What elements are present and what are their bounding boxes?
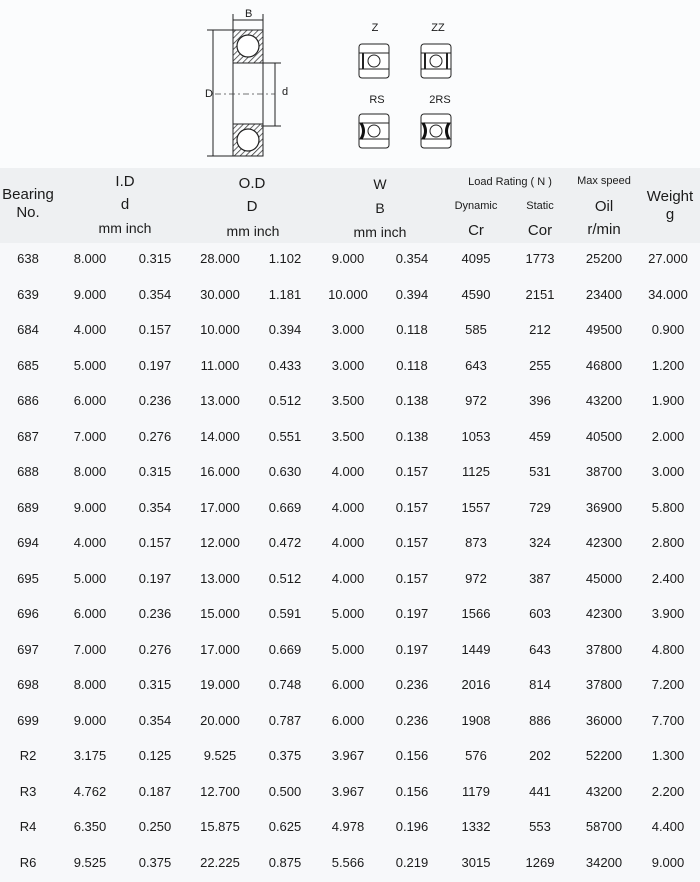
header-weight-title: Weight (640, 188, 700, 206)
cell-bearing-no: 697 (0, 642, 58, 657)
cell-id-inch: 0.197 (125, 358, 185, 373)
cell-od-mm: 15.875 (190, 819, 250, 834)
cell-w-mm: 9.000 (318, 251, 378, 266)
cell-od-mm: 28.000 (190, 251, 250, 266)
cell-w-inch: 0.156 (382, 784, 442, 799)
width-label: B (245, 8, 252, 20)
cell-static-cor: 459 (510, 429, 570, 444)
shield-zz-icon (420, 43, 452, 79)
cell-id-inch: 0.354 (125, 713, 185, 728)
cell-w-inch: 0.157 (382, 571, 442, 586)
cell-weight: 3.000 (638, 464, 698, 479)
cell-dynamic-cr: 972 (446, 393, 506, 408)
cell-max-speed: 42300 (574, 606, 634, 621)
cell-static-cor: 531 (510, 464, 570, 479)
cell-od-inch: 0.433 (255, 358, 315, 373)
cell-max-speed: 52200 (574, 748, 634, 763)
table-row (0, 421, 700, 457)
cell-max-speed: 49500 (574, 322, 634, 337)
cell-weight: 1.300 (638, 748, 698, 763)
cell-max-speed: 43200 (574, 784, 634, 799)
cell-w-inch: 0.156 (382, 748, 442, 763)
cell-id-mm: 9.000 (60, 713, 120, 728)
header-static-symbol: Cor (510, 222, 570, 240)
cell-id-mm: 4.000 (60, 535, 120, 550)
cell-static-cor: 553 (510, 819, 570, 834)
cell-od-inch: 0.875 (255, 855, 315, 870)
cell-od-inch: 0.551 (255, 429, 315, 444)
shield-type-z-label: Z (355, 22, 395, 34)
cell-weight: 3.900 (638, 606, 698, 621)
cell-w-inch: 0.219 (382, 855, 442, 870)
cell-dynamic-cr: 1908 (446, 713, 506, 728)
cell-id-inch: 0.125 (125, 748, 185, 763)
cell-w-inch: 0.157 (382, 535, 442, 550)
seal-2rs-icon (420, 113, 452, 149)
cell-w-inch: 0.138 (382, 393, 442, 408)
cell-od-mm: 11.000 (190, 358, 250, 373)
table-row (0, 811, 700, 847)
table-row (0, 563, 700, 599)
cell-w-mm: 3.967 (318, 784, 378, 799)
cell-w-mm: 3.500 (318, 429, 378, 444)
cell-w-inch: 0.354 (382, 251, 442, 266)
table-row (0, 385, 700, 421)
cell-bearing-no: R6 (0, 855, 58, 870)
cell-dynamic-cr: 1332 (446, 819, 506, 834)
cell-static-cor: 643 (510, 642, 570, 657)
bearing-table (0, 243, 700, 882)
header-max-speed-oil: Oil (574, 198, 634, 216)
cell-dynamic-cr: 643 (446, 358, 506, 373)
cell-bearing-no: 694 (0, 535, 58, 550)
cell-od-inch: 0.591 (255, 606, 315, 621)
cell-od-mm: 17.000 (190, 500, 250, 515)
cell-id-inch: 0.354 (125, 287, 185, 302)
cell-id-inch: 0.375 (125, 855, 185, 870)
cell-od-inch: 0.748 (255, 677, 315, 692)
cell-dynamic-cr: 1449 (446, 642, 506, 657)
cell-od-mm: 10.000 (190, 322, 250, 337)
cell-bearing-no: R3 (0, 784, 58, 799)
cell-static-cor: 729 (510, 500, 570, 515)
cell-dynamic-cr: 1566 (446, 606, 506, 621)
cell-max-speed: 37800 (574, 677, 634, 692)
cell-od-mm: 14.000 (190, 429, 250, 444)
cell-w-mm: 5.566 (318, 855, 378, 870)
cell-id-inch: 0.315 (125, 677, 185, 692)
cell-od-inch: 0.669 (255, 642, 315, 657)
cell-static-cor: 396 (510, 393, 570, 408)
cell-weight: 4.400 (638, 819, 698, 834)
cell-od-mm: 9.525 (190, 748, 250, 763)
cell-id-mm: 4.000 (60, 322, 120, 337)
cell-max-speed: 34200 (574, 855, 634, 870)
header-dynamic-label: Dynamic (446, 200, 506, 213)
cell-dynamic-cr: 3015 (446, 855, 506, 870)
cell-static-cor: 1269 (510, 855, 570, 870)
cell-od-mm: 12.700 (190, 784, 250, 799)
cell-id-inch: 0.315 (125, 251, 185, 266)
cell-id-inch: 0.354 (125, 500, 185, 515)
cell-od-inch: 0.500 (255, 784, 315, 799)
header-od-symbol: D (222, 198, 282, 216)
cell-od-mm: 22.225 (190, 855, 250, 870)
cell-weight: 2.800 (638, 535, 698, 550)
header-w-title: W (350, 176, 410, 193)
header-id-title: I.D (95, 173, 155, 191)
cell-static-cor: 202 (510, 748, 570, 763)
cell-od-inch: 0.394 (255, 322, 315, 337)
cell-static-cor: 441 (510, 784, 570, 799)
cell-w-mm: 6.000 (318, 713, 378, 728)
cell-od-inch: 1.181 (255, 287, 315, 302)
header-dynamic-symbol: Cr (446, 222, 506, 240)
header-weight-unit: g (640, 206, 700, 224)
table-row (0, 705, 700, 741)
cell-weight: 2.200 (638, 784, 698, 799)
cell-weight: 5.800 (638, 500, 698, 515)
cell-w-mm: 5.000 (318, 642, 378, 657)
cell-id-inch: 0.276 (125, 429, 185, 444)
cell-bearing-no: 687 (0, 429, 58, 444)
cell-weight: 27.000 (638, 251, 698, 266)
cell-id-inch: 0.187 (125, 784, 185, 799)
cell-od-inch: 0.669 (255, 500, 315, 515)
cell-od-inch: 0.512 (255, 393, 315, 408)
cell-weight: 34.000 (638, 287, 698, 302)
cell-id-inch: 0.236 (125, 393, 185, 408)
cell-weight: 7.700 (638, 713, 698, 728)
cell-w-inch: 0.196 (382, 819, 442, 834)
cell-dynamic-cr: 4095 (446, 251, 506, 266)
table-row (0, 456, 700, 492)
cell-od-mm: 15.000 (190, 606, 250, 621)
cell-w-mm: 5.000 (318, 606, 378, 621)
cell-bearing-no: 686 (0, 393, 58, 408)
cell-weight: 0.900 (638, 322, 698, 337)
cell-max-speed: 42300 (574, 535, 634, 550)
cell-bearing-no: 638 (0, 251, 58, 266)
cell-bearing-no: 689 (0, 500, 58, 515)
header-od-units: mm inch (208, 223, 298, 240)
cell-w-inch: 0.157 (382, 464, 442, 479)
cell-static-cor: 814 (510, 677, 570, 692)
cell-static-cor: 886 (510, 713, 570, 728)
cell-weight: 4.800 (638, 642, 698, 657)
cell-od-mm: 20.000 (190, 713, 250, 728)
cell-id-mm: 8.000 (60, 251, 120, 266)
cell-bearing-no: 684 (0, 322, 58, 337)
cell-static-cor: 2151 (510, 287, 570, 302)
cell-bearing-no: 688 (0, 464, 58, 479)
table-row (0, 669, 700, 705)
header-max-speed-title: Max speed (568, 175, 640, 188)
cell-w-mm: 10.000 (318, 287, 378, 302)
cell-max-speed: 58700 (574, 819, 634, 834)
cell-od-mm: 16.000 (190, 464, 250, 479)
cell-id-mm: 5.000 (60, 358, 120, 373)
cell-max-speed: 36900 (574, 500, 634, 515)
cell-static-cor: 603 (510, 606, 570, 621)
cell-id-mm: 6.000 (60, 606, 120, 621)
bearing-diagram (0, 0, 700, 168)
cell-id-mm: 8.000 (60, 677, 120, 692)
cell-od-inch: 0.630 (255, 464, 315, 479)
cell-id-inch: 0.157 (125, 535, 185, 550)
table-row (0, 776, 700, 812)
cell-od-mm: 13.000 (190, 571, 250, 586)
cell-id-mm: 9.000 (60, 500, 120, 515)
cell-dynamic-cr: 1053 (446, 429, 506, 444)
cell-dynamic-cr: 1125 (446, 464, 506, 479)
shield-type-2rs-label: 2RS (420, 94, 460, 106)
table-row (0, 350, 700, 386)
cell-id-mm: 3.175 (60, 748, 120, 763)
cell-w-mm: 4.000 (318, 535, 378, 550)
cell-od-mm: 19.000 (190, 677, 250, 692)
cell-id-inch: 0.197 (125, 571, 185, 586)
cell-id-inch: 0.157 (125, 322, 185, 337)
header-bearing-no: Bearing No. (0, 186, 56, 222)
cell-weight: 2.000 (638, 429, 698, 444)
cell-max-speed: 37800 (574, 642, 634, 657)
cell-od-mm: 17.000 (190, 642, 250, 657)
shield-z-icon (358, 43, 390, 79)
cell-w-mm: 4.000 (318, 464, 378, 479)
cell-max-speed: 45000 (574, 571, 634, 586)
cell-bearing-no: 698 (0, 677, 58, 692)
cell-weight: 7.200 (638, 677, 698, 692)
header-id-symbol: d (95, 196, 155, 214)
cell-w-inch: 0.138 (382, 429, 442, 444)
cell-w-inch: 0.118 (382, 358, 442, 373)
cell-w-inch: 0.157 (382, 500, 442, 515)
cell-max-speed: 25200 (574, 251, 634, 266)
table-row (0, 492, 700, 528)
cell-w-inch: 0.197 (382, 642, 442, 657)
header-od-title: O.D (222, 175, 282, 193)
shield-type-rs-label: RS (357, 94, 397, 106)
cell-static-cor: 255 (510, 358, 570, 373)
cell-weight: 2.400 (638, 571, 698, 586)
cell-max-speed: 23400 (574, 287, 634, 302)
table-row (0, 740, 700, 776)
cell-max-speed: 38700 (574, 464, 634, 479)
cell-static-cor: 1773 (510, 251, 570, 266)
cell-bearing-no: 695 (0, 571, 58, 586)
cell-weight: 1.200 (638, 358, 698, 373)
cell-w-mm: 4.978 (318, 819, 378, 834)
cell-max-speed: 46800 (574, 358, 634, 373)
cell-od-mm: 13.000 (190, 393, 250, 408)
cell-bearing-no: 696 (0, 606, 58, 621)
cell-id-mm: 9.000 (60, 287, 120, 302)
cell-w-inch: 0.236 (382, 677, 442, 692)
cell-w-mm: 3.000 (318, 322, 378, 337)
table-row (0, 527, 700, 563)
shield-type-zz-label: ZZ (418, 22, 458, 34)
cell-id-mm: 7.000 (60, 642, 120, 657)
cell-id-inch: 0.236 (125, 606, 185, 621)
table-row (0, 634, 700, 670)
seal-rs-icon (358, 113, 390, 149)
header-w-units: mm inch (335, 224, 425, 241)
cell-id-inch: 0.250 (125, 819, 185, 834)
cell-od-inch: 1.102 (255, 251, 315, 266)
cell-id-mm: 4.762 (60, 784, 120, 799)
cell-id-mm: 5.000 (60, 571, 120, 586)
cell-dynamic-cr: 873 (446, 535, 506, 550)
cell-w-inch: 0.197 (382, 606, 442, 621)
cell-dynamic-cr: 2016 (446, 677, 506, 692)
cell-weight: 1.900 (638, 393, 698, 408)
cell-w-inch: 0.118 (382, 322, 442, 337)
cell-id-mm: 6.000 (60, 393, 120, 408)
header-id-units: mm inch (80, 220, 170, 237)
header-load-rating: Load Rating ( N ) (450, 176, 570, 189)
cell-od-inch: 0.787 (255, 713, 315, 728)
table-header (0, 168, 700, 243)
cell-max-speed: 43200 (574, 393, 634, 408)
cell-w-mm: 4.000 (318, 571, 378, 586)
bearing-cross-section-drawing (195, 8, 305, 163)
cell-dynamic-cr: 4590 (446, 287, 506, 302)
cell-od-inch: 0.375 (255, 748, 315, 763)
cell-w-mm: 3.000 (318, 358, 378, 373)
cell-bearing-no: 699 (0, 713, 58, 728)
cell-bearing-no: 639 (0, 287, 58, 302)
cell-bearing-no: 685 (0, 358, 58, 373)
table-row (0, 279, 700, 315)
cell-max-speed: 40500 (574, 429, 634, 444)
header-static-label: Static (510, 200, 570, 213)
cell-id-mm: 9.525 (60, 855, 120, 870)
cell-dynamic-cr: 576 (446, 748, 506, 763)
table-row (0, 243, 700, 279)
cell-id-inch: 0.276 (125, 642, 185, 657)
cell-w-mm: 3.500 (318, 393, 378, 408)
cell-static-cor: 324 (510, 535, 570, 550)
cell-w-inch: 0.236 (382, 713, 442, 728)
cell-bearing-no: R2 (0, 748, 58, 763)
cell-dynamic-cr: 1557 (446, 500, 506, 515)
cell-dynamic-cr: 585 (446, 322, 506, 337)
cell-id-inch: 0.315 (125, 464, 185, 479)
cell-dynamic-cr: 972 (446, 571, 506, 586)
cell-od-mm: 30.000 (190, 287, 250, 302)
cell-weight: 9.000 (638, 855, 698, 870)
cell-static-cor: 212 (510, 322, 570, 337)
table-row (0, 314, 700, 350)
cell-max-speed: 36000 (574, 713, 634, 728)
cell-w-mm: 4.000 (318, 500, 378, 515)
header-max-speed-unit: r/min (574, 221, 634, 239)
cell-id-mm: 7.000 (60, 429, 120, 444)
cell-od-inch: 0.512 (255, 571, 315, 586)
inner-diameter-label: d (282, 86, 288, 98)
outer-diameter-label: D (205, 88, 213, 100)
cell-bearing-no: R4 (0, 819, 58, 834)
cell-od-inch: 0.625 (255, 819, 315, 834)
cell-w-mm: 3.967 (318, 748, 378, 763)
cell-od-mm: 12.000 (190, 535, 250, 550)
cell-id-mm: 6.350 (60, 819, 120, 834)
header-w-symbol: B (350, 200, 410, 217)
cell-id-mm: 8.000 (60, 464, 120, 479)
cell-w-mm: 6.000 (318, 677, 378, 692)
table-row (0, 598, 700, 634)
cell-static-cor: 387 (510, 571, 570, 586)
cell-w-inch: 0.394 (382, 287, 442, 302)
cell-dynamic-cr: 1179 (446, 784, 506, 799)
cell-od-inch: 0.472 (255, 535, 315, 550)
